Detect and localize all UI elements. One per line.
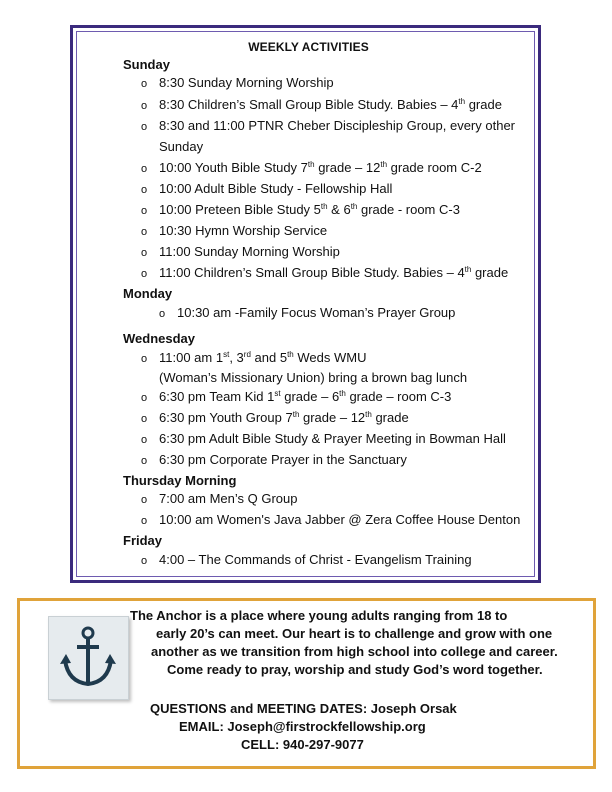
day-wednesday: Wednesday xyxy=(123,331,196,346)
anchor-blurb-line: early 20’s can meet. Our heart is to challenge and grow with one xyxy=(156,626,553,641)
list-item: o 10:30 am -Family Focus Woman’s Prayer Group xyxy=(159,305,456,320)
list-item: o 8:30 Sunday Morning Worship xyxy=(141,75,334,90)
weekly-activities-title: WEEKLY ACTIVITIES xyxy=(248,40,369,54)
anchor-blurb-line: The Anchor is a place where young adults ranging from 18 to xyxy=(130,608,508,623)
list-item: o 7:00 am Men’s Q Group xyxy=(141,491,298,506)
email-contact[interactable]: EMAIL: Joseph@firstrockfellowship.org xyxy=(179,719,426,734)
the-anchor-box xyxy=(17,598,596,769)
anchor-tile xyxy=(48,616,129,700)
list-item: o 8:30 Children’s Small Group Bible Study. Babies – 4th grade xyxy=(141,97,502,112)
list-item: o 10:30 Hymn Worship Service xyxy=(141,223,328,238)
anchor-blurb-line: Come ready to pray, worship and study God’s word together. xyxy=(167,662,543,677)
list-item: o 10:00 am Women's Java Jabber @ Zera Coffee House Denton xyxy=(141,512,521,527)
list-item: o 11:00 am 1st, 3rd and 5th Weds WMU (Woman’s Missionary Union) bring a brown bag lunch xyxy=(141,350,468,385)
day-friday: Friday xyxy=(123,533,163,548)
anchor-blurb-line: another as we transition from high school into college and career. xyxy=(151,644,558,659)
list-item: o 8:30 and 11:00 PTNR Cheber Discipleship Group, every other Sunday xyxy=(141,118,516,154)
day-thursday: Thursday Morning xyxy=(123,473,237,488)
list-item: o 6:30 pm Corporate Prayer in the Sanctuary xyxy=(141,452,407,467)
list-item: o 10:00 Youth Bible Study 7th grade – 12th grade room C-2 xyxy=(141,160,482,175)
day-sunday: Sunday xyxy=(123,57,170,72)
list-item: o 10:00 Preteen Bible Study 5th & 6th grade - room C-3 xyxy=(141,202,460,217)
day-monday: Monday xyxy=(123,286,173,301)
list-item: o 6:30 pm Team Kid 1st grade – 6th grade – room C-3 xyxy=(141,389,452,404)
list-item: o 11:00 Sunday Morning Worship xyxy=(141,244,340,259)
list-item: o 6:30 pm Youth Group 7th grade – 12th grade xyxy=(141,410,409,425)
questions-contact: QUESTIONS and MEETING DATES: Joseph Orsak xyxy=(150,701,457,716)
list-item: o 11:00 Children’s Small Group Bible Study. Babies – 4th grade xyxy=(141,265,509,280)
list-item: o 4:00 – The Commands of Christ - Evangelism Training xyxy=(141,552,472,567)
weekly-activities-box xyxy=(70,25,541,583)
list-item: o 10:00 Adult Bible Study - Fellowship Hall xyxy=(141,181,393,196)
list-item: o 6:30 pm Adult Bible Study & Prayer Meeting in Bowman Hall xyxy=(141,431,506,446)
cell-contact: CELL: 940-297-9077 xyxy=(241,737,364,752)
anchor-icon xyxy=(60,626,116,690)
